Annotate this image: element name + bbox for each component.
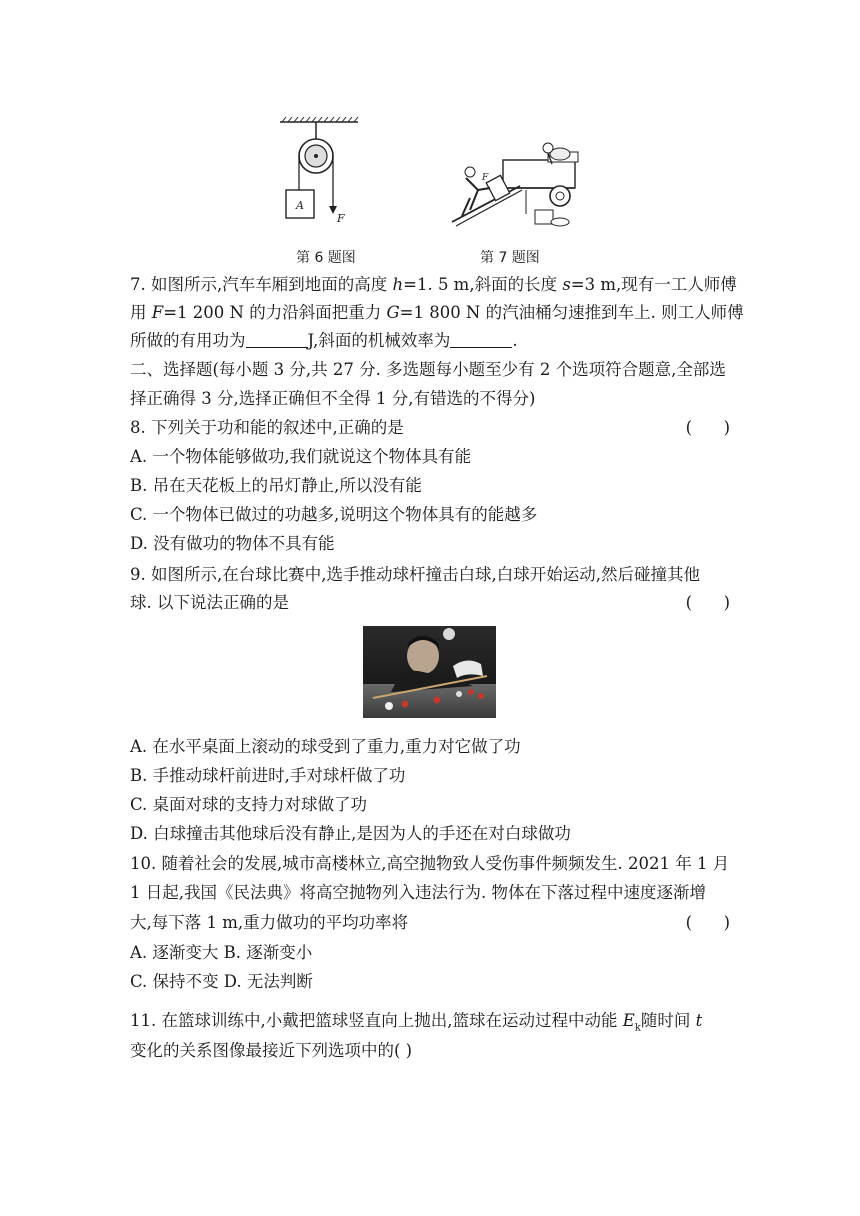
q9-line-2: 球. 以下说法正确的是 <box>130 593 289 612</box>
force-symbol: F <box>151 303 164 322</box>
figure-7-force-label: F <box>482 173 489 183</box>
q10-answer-paren[interactable]: ( ) <box>685 913 730 932</box>
q7-line-1: 7. 如图所示,汽车车厢到地面的高度 h=1. 5 m,斜面的长度 s=3 m,现有一工人师傅 <box>130 275 737 294</box>
q11-line-1: 11. 在篮球训练中,小戴把篮球竖直向上抛出,篮球在运动过程中动能 $E_k$随时间 t <box>130 1011 703 1034</box>
length-symbol: s <box>562 275 571 294</box>
q8-option-a[interactable]: A. 一个物体能够做功,我们就说这个物体具有能 <box>130 447 472 466</box>
q8-option-c[interactable]: C. 一个物体已做过的功越多,说明这个物体具有的能越多 <box>130 505 538 524</box>
section-2-heading-line-2: 择正确得 3 分,选择正确但不全得 1 分,有错选的不得分) <box>130 389 536 408</box>
q8-option-b[interactable]: B. 吊在天花板上的吊灯静止,所以没有能 <box>130 476 422 495</box>
q10-line-2: 1 日起,我国《民法典》将高空抛物列入违法行为. 物体在下落过程中速度逐渐增 <box>130 883 706 902</box>
q9-answer-paren[interactable]: ( ) <box>685 593 730 612</box>
kinetic-energy-subscript: k <box>634 1022 641 1034</box>
time-symbol: t <box>695 1011 703 1030</box>
figure-7-ramp-truck-diagram <box>448 140 588 232</box>
q9-option-d[interactable]: D. 白球撞击其他球后没有静止,是因为人的手还在对白球做功 <box>130 824 571 843</box>
useful-work-blank[interactable] <box>246 329 308 348</box>
q8-answer-paren[interactable]: ( ) <box>685 418 730 437</box>
figure-6-force-label: F <box>337 212 345 225</box>
q10-options-row-2[interactable]: C. 保持不变 D. 无法判断 <box>130 972 313 991</box>
kinetic-energy-symbol: E <box>622 1011 635 1030</box>
figure-6-block-label: A <box>296 199 304 212</box>
q11-line-2: 变化的关系图像最接近下列选项中的( ) <box>130 1041 413 1060</box>
figure-6-caption: 第 6 题图 <box>296 250 356 266</box>
snooker-photo <box>363 626 496 718</box>
q9-line-1: 9. 如图所示,在台球比赛中,选手推动球杆撞击白球,白球开始运动,然后碰撞其他 <box>130 565 700 584</box>
q10-line-1: 10. 随着社会的发展,城市高楼林立,高空抛物致人受伤事件频频发生. 2021 年 1 月 <box>130 854 730 873</box>
q8-stem: 8. 下列关于功和能的叙述中,正确的是 <box>130 418 404 437</box>
q10-line-3: 大,每下落 1 m,重力做功的平均功率将 <box>130 913 409 932</box>
weight-symbol: G <box>386 303 400 322</box>
q9-option-b[interactable]: B. 手推动球杆前进时,手对球杆做了功 <box>130 766 406 785</box>
q8-option-d[interactable]: D. 没有做功的物体不具有能 <box>130 534 335 553</box>
figure-6-pulley-diagram <box>276 116 366 228</box>
efficiency-blank[interactable] <box>450 329 512 348</box>
q9-option-a[interactable]: A. 在水平桌面上滚动的球受到了重力,重力对它做了功 <box>130 737 521 756</box>
section-2-heading-line-1: 二、选择题(每小题 3 分,共 27 分. 多选题每小题至少有 2 个选项符合题意,全部选 <box>130 360 726 379</box>
height-symbol: h <box>392 275 404 294</box>
q10-options-row-1[interactable]: A. 逐渐变大 B. 逐渐变小 <box>130 943 313 962</box>
figure-7-caption: 第 7 题图 <box>480 250 540 266</box>
q9-option-c[interactable]: C. 桌面对球的支持力对球做了功 <box>130 795 368 814</box>
q7-line-2: 用 F=1 200 N 的力沿斜面把重力 G=1 800 N 的汽油桶匀速推到车上. 则工人师傅 <box>130 303 744 322</box>
q7-line-3: 所做的有用功为 J,斜面的机械效率为 . <box>130 331 518 350</box>
